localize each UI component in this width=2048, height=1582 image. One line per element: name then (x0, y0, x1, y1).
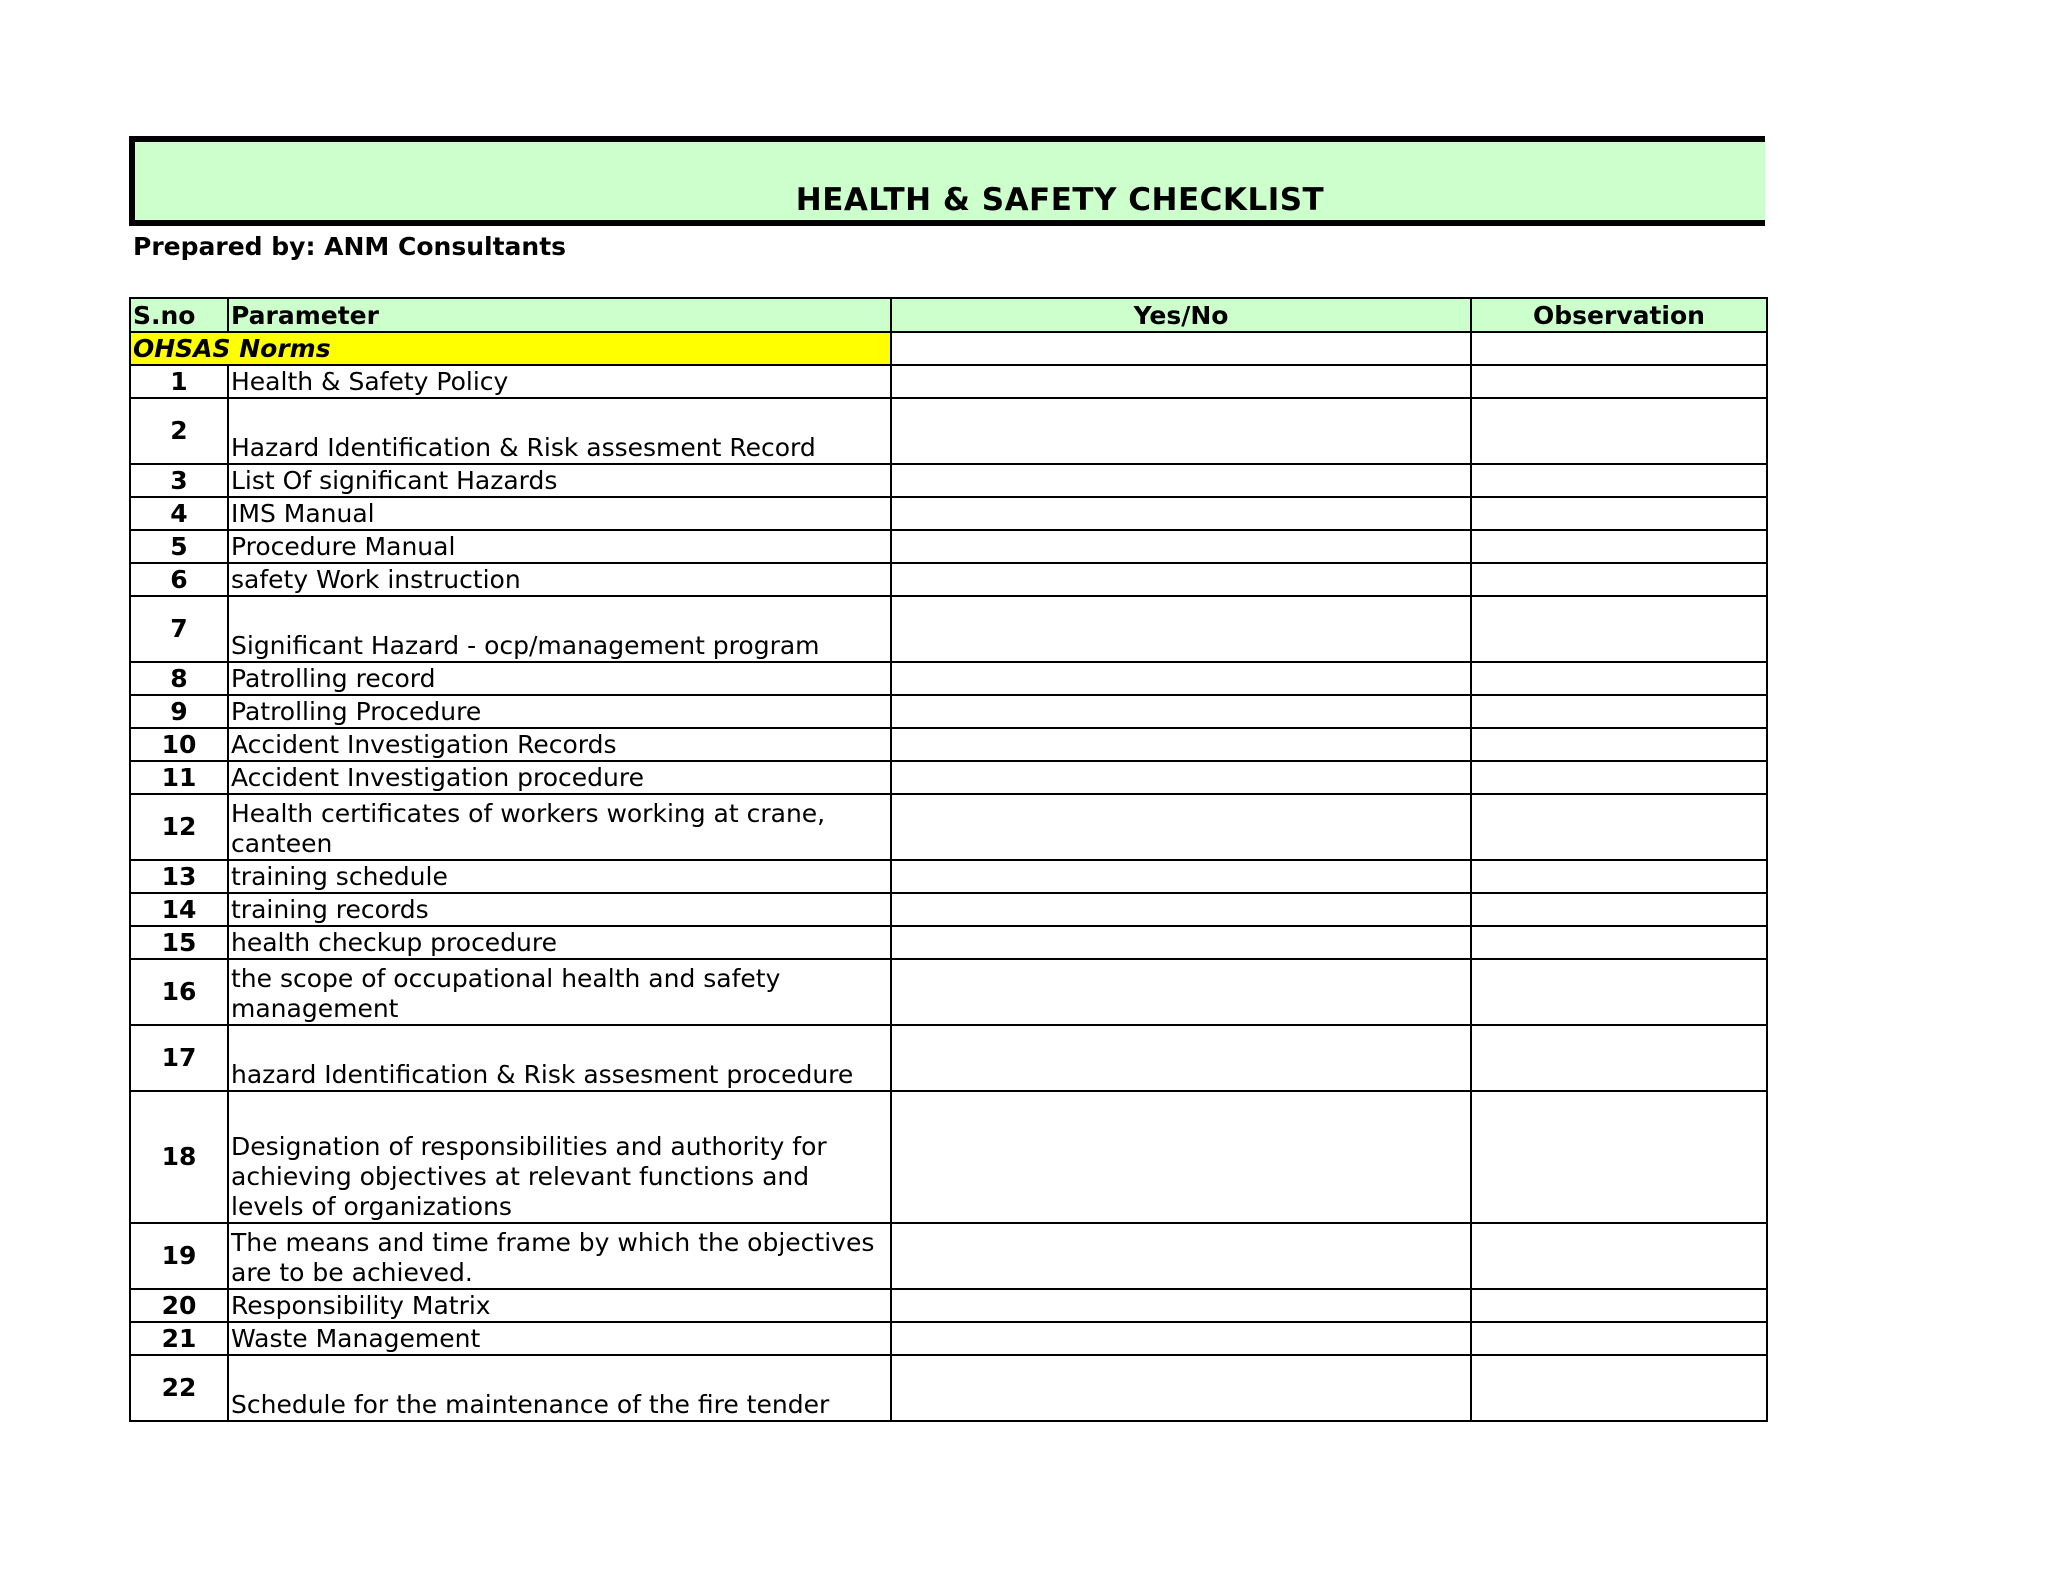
table-row (130, 1025, 1767, 1091)
table-row (130, 728, 1767, 761)
checklist-table (129, 297, 1768, 1422)
observation-cell[interactable] (1471, 530, 1767, 563)
row-parameter: Significant Hazard - ocp/management program (228, 596, 891, 662)
yes-no-cell[interactable] (891, 761, 1471, 794)
yes-no-cell[interactable] (891, 695, 1471, 728)
row-sno: 9 (130, 695, 228, 728)
row-parameter: safety Work instruction (228, 563, 891, 596)
observation-cell[interactable] (1471, 662, 1767, 695)
table-row (130, 464, 1767, 497)
table-row (130, 1091, 1767, 1223)
yes-no-cell[interactable] (891, 332, 1471, 365)
row-sno: 21 (130, 1322, 228, 1355)
section-row (130, 332, 1767, 365)
observation-cell[interactable] (1471, 1025, 1767, 1091)
table-row (130, 497, 1767, 530)
row-sno: 12 (130, 794, 228, 860)
table-row (130, 926, 1767, 959)
yes-no-cell[interactable] (891, 1091, 1471, 1223)
row-parameter: training schedule (228, 860, 891, 893)
row-parameter: health checkup procedure (228, 926, 891, 959)
row-parameter: Accident Investigation Records (228, 728, 891, 761)
yes-no-cell[interactable] (891, 1355, 1471, 1421)
table-row (130, 1355, 1767, 1421)
yes-no-cell[interactable] (891, 398, 1471, 464)
row-parameter: Schedule for the maintenance of the fire tender (228, 1355, 891, 1421)
observation-cell[interactable] (1471, 464, 1767, 497)
row-sno: 4 (130, 497, 228, 530)
table-row (130, 563, 1767, 596)
row-parameter: Patrolling Procedure (228, 695, 891, 728)
row-sno: 2 (130, 398, 228, 464)
yes-no-cell[interactable] (891, 1025, 1471, 1091)
yes-no-cell[interactable] (891, 464, 1471, 497)
table-row (130, 695, 1767, 728)
row-sno: 14 (130, 893, 228, 926)
yes-no-cell[interactable] (891, 860, 1471, 893)
table-row (130, 1322, 1767, 1355)
row-sno: 16 (130, 959, 228, 1025)
observation-cell[interactable] (1471, 1355, 1767, 1421)
header-observation: Observation (1471, 298, 1767, 332)
yes-no-cell[interactable] (891, 1223, 1471, 1289)
observation-cell[interactable] (1471, 398, 1767, 464)
prepared-by: Prepared by: ANM Consultants (133, 232, 567, 261)
header-yes-no: Yes/No (891, 298, 1471, 332)
observation-cell[interactable] (1471, 596, 1767, 662)
row-parameter: The means and time frame by which the objectives are to be achieved. (228, 1223, 891, 1289)
row-parameter: hazard Identification & Risk assesment procedure (228, 1025, 891, 1091)
yes-no-cell[interactable] (891, 596, 1471, 662)
row-sno: 19 (130, 1223, 228, 1289)
observation-cell[interactable] (1471, 893, 1767, 926)
row-sno: 13 (130, 860, 228, 893)
row-parameter: Health & Safety Policy (228, 365, 891, 398)
observation-cell[interactable] (1471, 497, 1767, 530)
observation-cell[interactable] (1471, 332, 1767, 365)
row-sno: 1 (130, 365, 228, 398)
table-row (130, 398, 1767, 464)
table-row (130, 1289, 1767, 1322)
yes-no-cell[interactable] (891, 1322, 1471, 1355)
yes-no-cell[interactable] (891, 365, 1471, 398)
observation-cell[interactable] (1471, 761, 1767, 794)
row-parameter: Designation of responsibilities and authority for achieving objectives at relevant functions and levels of organizations (228, 1091, 891, 1223)
row-parameter: Responsibility Matrix (228, 1289, 891, 1322)
row-parameter: Hazard Identification & Risk assesment Record (228, 398, 891, 464)
observation-cell[interactable] (1471, 794, 1767, 860)
page-title: HEALTH & SAFETY CHECKLIST (795, 182, 1325, 218)
yes-no-cell[interactable] (891, 563, 1471, 596)
row-sno: 15 (130, 926, 228, 959)
yes-no-cell[interactable] (891, 497, 1471, 530)
yes-no-cell[interactable] (891, 1289, 1471, 1322)
yes-no-cell[interactable] (891, 728, 1471, 761)
observation-cell[interactable] (1471, 728, 1767, 761)
observation-cell[interactable] (1471, 1289, 1767, 1322)
observation-cell[interactable] (1471, 695, 1767, 728)
row-sno: 10 (130, 728, 228, 761)
row-parameter: Waste Management (228, 1322, 891, 1355)
row-parameter: Patrolling record (228, 662, 891, 695)
table-row (130, 959, 1767, 1025)
observation-cell[interactable] (1471, 959, 1767, 1025)
row-sno: 5 (130, 530, 228, 563)
table-row (130, 860, 1767, 893)
title-band (129, 136, 1765, 226)
row-sno: 3 (130, 464, 228, 497)
observation-cell[interactable] (1471, 1322, 1767, 1355)
section-label: OHSAS Norms (130, 332, 891, 365)
observation-cell[interactable] (1471, 365, 1767, 398)
row-sno: 11 (130, 761, 228, 794)
table-row (130, 596, 1767, 662)
row-sno: 7 (130, 596, 228, 662)
row-sno: 18 (130, 1091, 228, 1223)
yes-no-cell[interactable] (891, 893, 1471, 926)
row-parameter: the scope of occupational health and safety management (228, 959, 891, 1025)
table-row (130, 662, 1767, 695)
row-parameter: Procedure Manual (228, 530, 891, 563)
row-parameter: training records (228, 893, 891, 926)
row-sno: 20 (130, 1289, 228, 1322)
yes-no-cell[interactable] (891, 530, 1471, 563)
observation-cell[interactable] (1471, 926, 1767, 959)
row-parameter: IMS Manual (228, 497, 891, 530)
header-sno: S.no (130, 298, 228, 332)
row-sno: 8 (130, 662, 228, 695)
row-parameter: Accident Investigation procedure (228, 761, 891, 794)
row-parameter: List Of significant Hazards (228, 464, 891, 497)
yes-no-cell[interactable] (891, 926, 1471, 959)
row-sno: 22 (130, 1355, 228, 1421)
table-row (130, 1223, 1767, 1289)
yes-no-cell[interactable] (891, 662, 1471, 695)
table-row (130, 893, 1767, 926)
row-sno: 6 (130, 563, 228, 596)
table-row (130, 794, 1767, 860)
header-parameter: Parameter (228, 298, 891, 332)
observation-cell[interactable] (1471, 563, 1767, 596)
observation-cell[interactable] (1471, 1223, 1767, 1289)
row-parameter: Health certificates of workers working at crane, canteen (228, 794, 891, 860)
header-row (130, 298, 1767, 332)
yes-no-cell[interactable] (891, 959, 1471, 1025)
yes-no-cell[interactable] (891, 794, 1471, 860)
observation-cell[interactable] (1471, 860, 1767, 893)
observation-cell[interactable] (1471, 1091, 1767, 1223)
table-row (130, 365, 1767, 398)
table-row (130, 761, 1767, 794)
row-sno: 17 (130, 1025, 228, 1091)
table-row (130, 530, 1767, 563)
